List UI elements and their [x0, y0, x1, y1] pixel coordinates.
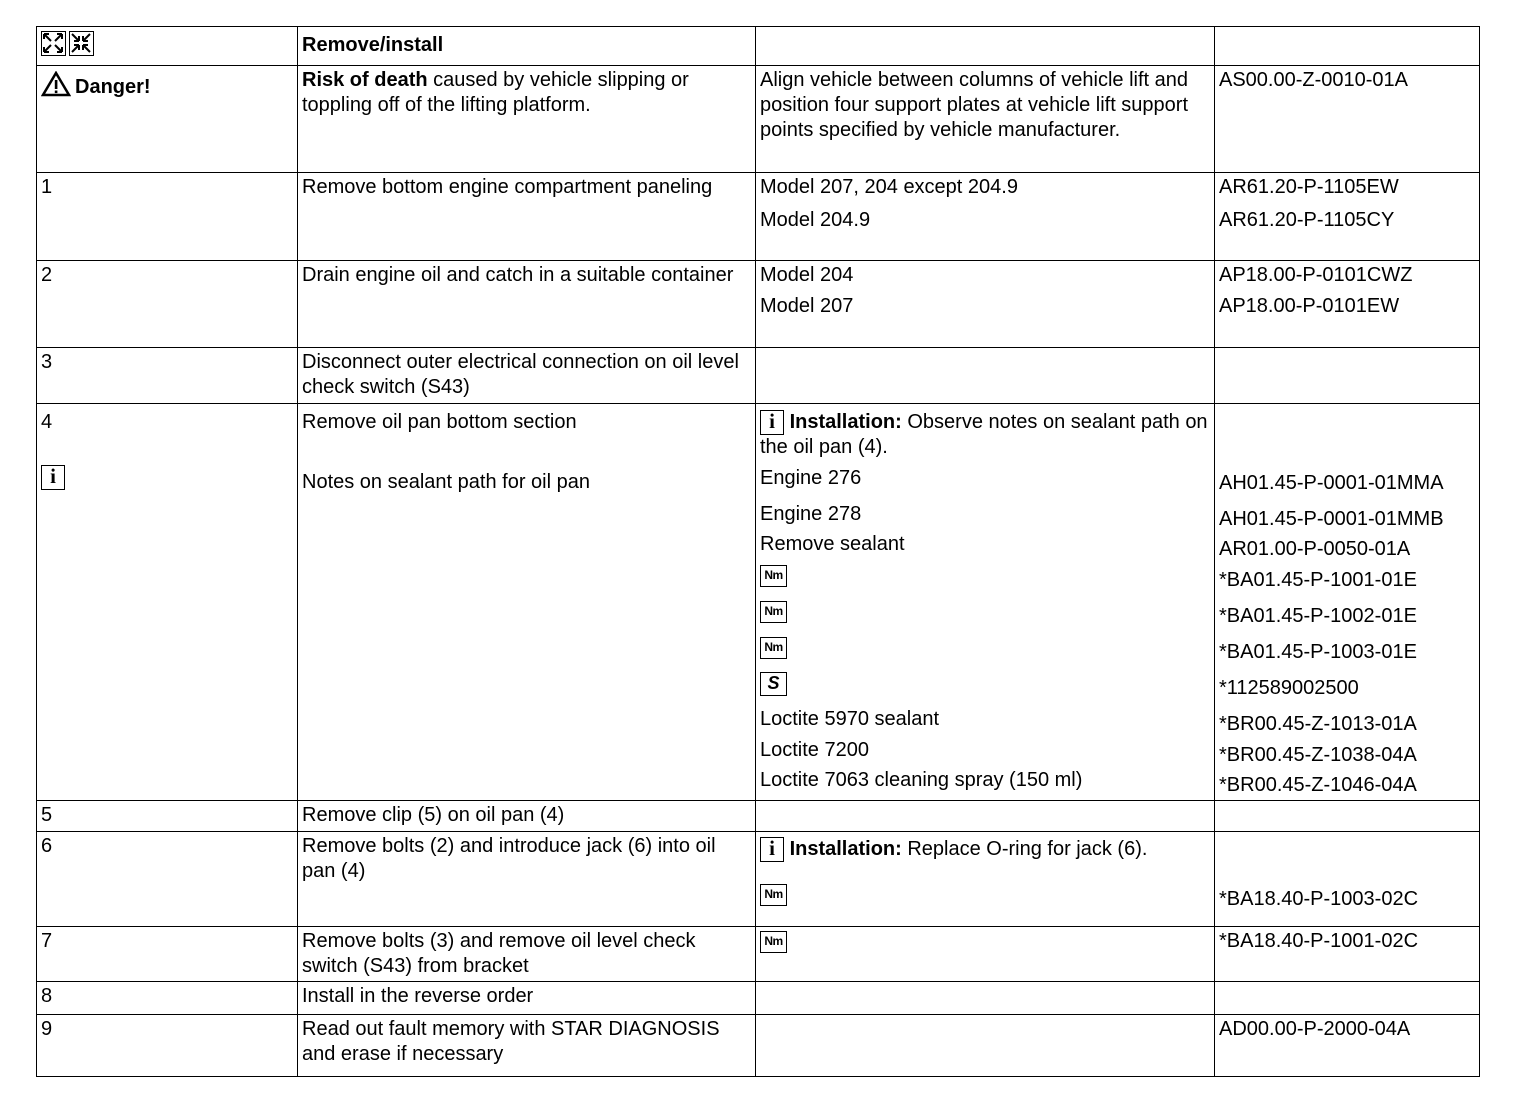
ref-link[interactable]: *BA01.45-P-1002-01E — [1219, 605, 1417, 627]
step-refs — [1215, 927, 1480, 982]
danger-row — [37, 66, 1480, 173]
step-conditions — [756, 348, 1215, 404]
step-text: Read out fault memory with STAR DIAGNOSIS and erase if necessary — [298, 1015, 756, 1077]
danger-risk-cell: Risk of death caused by vehicle slipping or toppling off of the lifting platform. — [298, 66, 756, 173]
step-row — [37, 261, 1480, 348]
installation-note: i Installation: Replace O-ring for jack (6). — [760, 837, 1211, 862]
ref-link[interactable]: *BR00.45-Z-1046-04A — [1219, 774, 1417, 796]
step-text: Remove bolts (3) and remove oil level check switch (S43) from bracket — [298, 927, 756, 982]
step-refs — [1215, 1015, 1480, 1077]
procedure-table — [36, 26, 1480, 1077]
step-number: 4 i — [37, 404, 298, 801]
info-icon[interactable]: i — [760, 837, 784, 862]
ref-link[interactable]: *BA01.45-P-1003-01E — [1219, 641, 1417, 663]
step-number: 5 — [37, 801, 298, 832]
step-refs — [1215, 348, 1480, 404]
step-row — [37, 832, 1480, 927]
step-text: Disconnect outer electrical connection on oil level check switch (S43) — [298, 348, 756, 404]
torque-icon[interactable]: Nm — [760, 884, 787, 906]
step-refs — [1215, 801, 1480, 832]
step-refs — [1215, 832, 1480, 927]
step-number: 1 — [37, 173, 298, 261]
step-number: 7 — [37, 927, 298, 982]
ref-link[interactable]: *BR00.45-Z-1038-04A — [1219, 744, 1417, 766]
ref-link[interactable]: *BA18.40-P-1001-02C — [1219, 930, 1419, 952]
header-title: Remove/install — [298, 27, 756, 66]
step-row — [37, 404, 1480, 801]
step-conditions: Model 204 Model 207 — [756, 261, 1215, 348]
collapse-icon[interactable] — [69, 31, 94, 56]
step-text: Remove bolts (2) and introduce jack (6) into oil pan (4) — [298, 832, 756, 927]
info-icon[interactable]: i — [760, 410, 784, 435]
step-text: Drain engine oil and catch in a suitable container — [298, 261, 756, 348]
ref-link[interactable]: *BR00.45-Z-1013-01A — [1219, 713, 1417, 735]
danger-ref[interactable]: AS00.00-Z-0010-01A — [1215, 66, 1480, 173]
step-conditions — [756, 982, 1215, 1015]
expand-icon[interactable] — [41, 31, 66, 56]
step-conditions: Model 207, 204 except 204.9 Model 204.9 — [756, 173, 1215, 261]
step-conditions — [756, 801, 1215, 832]
header-empty-cell — [756, 27, 1215, 66]
step-refs — [1215, 261, 1480, 348]
step-conditions — [756, 1015, 1215, 1077]
step-number: 8 — [37, 982, 298, 1015]
step-conditions — [756, 927, 1215, 982]
step-row — [37, 801, 1480, 832]
ref-link[interactable]: AR61.20-P-1105CY — [1219, 209, 1395, 231]
ref-link[interactable]: *BA18.40-P-1003-02C — [1219, 888, 1419, 910]
special-tool-icon[interactable]: S — [760, 672, 787, 696]
ref-link[interactable]: AH01.45-P-0001-01MMA — [1219, 472, 1444, 494]
warning-triangle-icon — [41, 71, 71, 97]
torque-icon[interactable]: Nm — [760, 565, 787, 587]
ref-link[interactable]: AD00.00-P-2000-04A — [1219, 1018, 1411, 1040]
danger-instruction: Align vehicle between columns of vehicle lift and position four support plates at vehicle lift support points specified by vehicle manufacturer. — [756, 66, 1215, 173]
step-refs — [1215, 982, 1480, 1015]
step-number: 3 — [37, 348, 298, 404]
step-number: 9 — [37, 1015, 298, 1077]
installation-note: i Installation: Observe notes on sealant path on the oil pan (4). — [760, 409, 1208, 459]
ref-link[interactable]: AR61.20-P-1105EW — [1219, 176, 1399, 198]
step-refs — [1215, 173, 1480, 261]
ref-link[interactable]: AR01.00-P-0050-01A — [1219, 538, 1411, 560]
step-text: Remove bottom engine compartment paneling — [298, 173, 756, 261]
header-empty-cell — [1215, 27, 1480, 66]
ref-link[interactable]: *BA01.45-P-1001-01E — [1219, 569, 1417, 591]
step-conditions: i Installation: Observe notes on sealant path on the oil pan (4). Engine 276 Engine 278 Remove sealant Nm Nm Nm S Loctite 5970 sealant Loctite 7200 Loctite 7063 cleaning spray (150 ml) — [756, 404, 1215, 801]
step-row — [37, 348, 1480, 404]
step-conditions — [756, 832, 1215, 927]
ref-link[interactable]: AH01.45-P-0001-01MMB — [1219, 508, 1444, 530]
step-text: Install in the reverse order — [298, 982, 756, 1015]
step-refs — [1215, 404, 1480, 801]
ref-link[interactable]: AP18.00-P-0101EW — [1219, 295, 1400, 317]
step-row — [37, 982, 1480, 1015]
torque-icon[interactable]: Nm — [760, 637, 787, 659]
torque-icon[interactable]: Nm — [760, 931, 787, 953]
step-row — [37, 173, 1480, 261]
step-row — [37, 927, 1480, 982]
step-number: 6 — [37, 832, 298, 927]
info-icon[interactable]: i — [41, 465, 65, 490]
ref-link[interactable]: AP18.00-P-0101CWZ — [1219, 264, 1413, 286]
danger-label: Danger! — [75, 76, 151, 98]
header-row — [37, 27, 1480, 66]
step-number: 2 — [37, 261, 298, 348]
torque-icon[interactable]: Nm — [760, 601, 787, 623]
step-text: Remove oil pan bottom section Notes on sealant path for oil pan — [298, 404, 756, 801]
ref-link[interactable]: *112589002500 — [1219, 677, 1359, 699]
step-text: Remove clip (5) on oil pan (4) — [298, 801, 756, 832]
header-icons-cell — [37, 27, 298, 66]
step-row — [37, 1015, 1480, 1077]
danger-label-cell — [37, 66, 298, 173]
